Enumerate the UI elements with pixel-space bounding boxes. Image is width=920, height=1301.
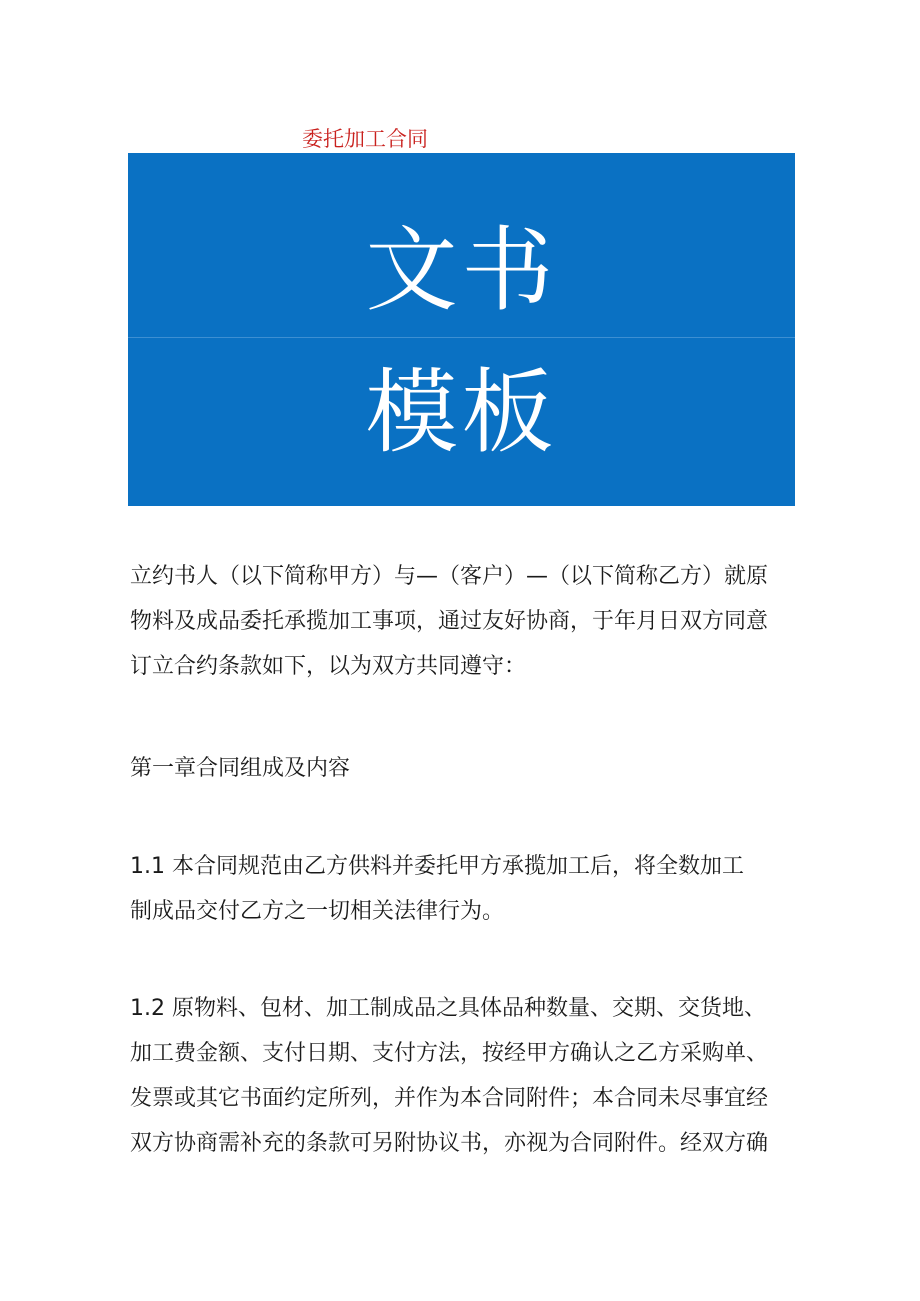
intro-line: 订立合约条款如下，以为双方共同遵守：: [130, 654, 527, 679]
cover-title-line-2: 模板: [365, 359, 558, 466]
clause-line: 1.1 本合同规范由乙方供料并委托甲方承揽加工后，将全数加工: [130, 854, 744, 879]
chapter-heading: [130, 746, 810, 791]
intro-line: 立约书人（以下简称甲方）与—（客户）—（以下简称乙方）就原: [130, 564, 769, 589]
clause-line: 制成品交付乙方之一切相关法律行为。: [130, 899, 505, 924]
cover-divider: [128, 337, 795, 338]
clause-line: 加工费金额、支付日期、支付方法，按经甲方确认之乙方采购单、: [130, 1041, 769, 1066]
cover-title-line-1: 文书: [365, 217, 558, 324]
clause-line: 双方协商需补充的条款可另附协议书，亦视为合同附件。经双方确: [130, 1131, 769, 1156]
chapter-heading-text: 第一章合同组成及内容: [130, 756, 351, 781]
cover-banner: [128, 153, 795, 506]
document-header-title: 委托加工合同: [302, 127, 428, 151]
clause-line: 1.2 原物料、包材、加工制成品之具体品种数量、交期、交货地、: [130, 996, 766, 1021]
intro-paragraph: [130, 554, 810, 689]
intro-line: 物料及成品委托承揽加工事项，通过友好协商，于年月日双方同意: [130, 609, 769, 634]
clause-1-2: [130, 986, 810, 1166]
clause-1-1: [130, 844, 810, 934]
clause-line: 发票或其它书面约定所列，并作为本合同附件；本合同未尽事宜经: [130, 1086, 769, 1111]
